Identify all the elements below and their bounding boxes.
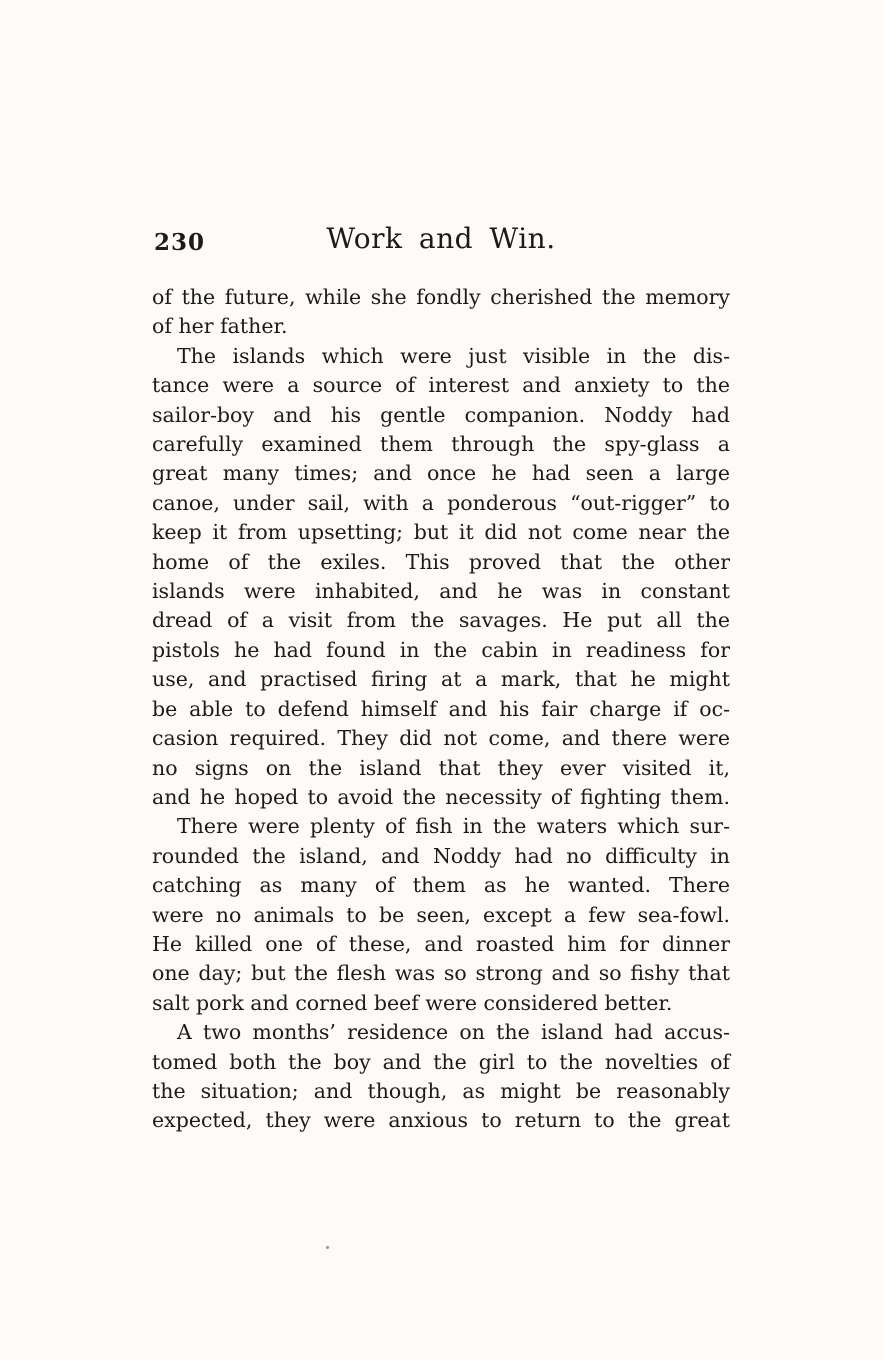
text-line: expected, they were anxious to return to the great	[152, 1108, 730, 1133]
text-line: pistols he had found in the cabin in readiness for	[152, 637, 730, 662]
paragraph	[152, 812, 730, 1018]
text-line: no signs on the island that they ever visited it,	[152, 755, 730, 780]
text-line: tance were a source of interest and anxiety to the	[152, 373, 730, 398]
text-line: The islands which were just visible in the dis-	[177, 343, 730, 368]
text-line: of her father.	[152, 314, 288, 339]
page-content	[152, 220, 730, 1136]
text-line: salt pork and corned beef were considered better.	[152, 990, 673, 1015]
text-line: islands were inhabited, and he was in constant	[152, 579, 730, 604]
text-line: were no animals to be seen, except a few sea-fowl.	[152, 902, 730, 927]
text-line: He killed one of these, and roasted him for dinner	[152, 931, 730, 956]
text-line: use, and practised firing at a mark, that he might	[152, 667, 730, 692]
text-line: of the future, while she fondly cherished the memory	[152, 285, 730, 309]
paragraph	[152, 283, 730, 342]
text-line: be able to defend himself and his fair charge if oc-	[152, 696, 730, 721]
page-body	[152, 283, 730, 1136]
text-line: tomed both the boy and the girl to the novelties of	[152, 1049, 730, 1074]
text-line: the situation; and though, as might be reasonably	[152, 1078, 730, 1103]
text-line: rounded the island, and Noddy had no difficulty in	[152, 843, 730, 868]
text-line: canoe, under sail, with a ponderous “out-rigger” to	[152, 490, 730, 515]
text-line: carefully examined them through the spy-glass a	[152, 432, 730, 457]
page-header	[152, 220, 730, 258]
text-line: catching as many of them as he wanted. There	[152, 873, 730, 898]
text-line: keep it from upsetting; but it did not come near the	[152, 520, 730, 545]
page-title: Work and Win.	[326, 222, 556, 255]
text-line: dread of a visit from the savages. He put all the	[152, 608, 730, 633]
text-line: casion required. They did not come, and there were	[152, 726, 730, 751]
text-line: sailor-boy and his gentle companion. Noddy had	[152, 402, 730, 427]
paragraph	[152, 342, 730, 813]
text-line: one day; but the flesh was so strong and so fishy that	[152, 961, 730, 986]
text-line: home of the exiles. This proved that the other	[152, 549, 730, 574]
page-number: 230	[154, 229, 206, 256]
text-line: great many times; and once he had seen a large	[152, 461, 730, 486]
scan-artifact-dot	[326, 1246, 329, 1249]
paragraph	[152, 1018, 730, 1136]
text-line: A two months’ residence on the island had accus-	[177, 1020, 730, 1045]
text-line: and he hoped to avoid the necessity of fighting them.	[152, 784, 730, 809]
text-line: There were plenty of fish in the waters which sur-	[177, 814, 730, 839]
